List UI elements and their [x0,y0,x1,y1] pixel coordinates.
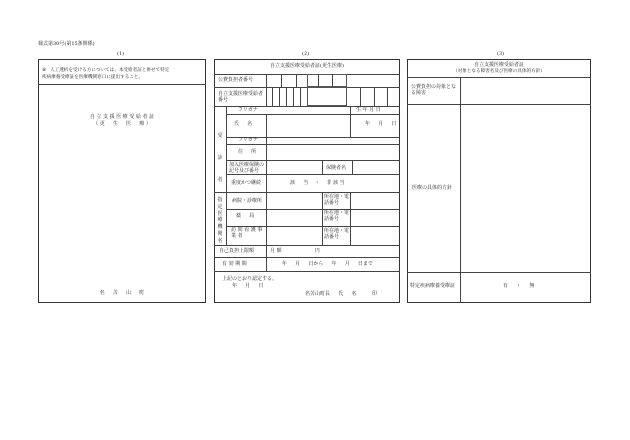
severe-value: 該 当 ・ 非 該 当 [290,180,345,186]
cert-date: 年 月 日 [232,283,264,289]
col3-header-divider [407,77,591,78]
policy-line [407,272,591,273]
digit-sep [286,87,287,106]
inst-label-sep [266,192,267,245]
digit-sep [300,87,301,106]
col1-notice-mark: ※ [42,67,47,73]
col1-panel [38,59,206,303]
digit-thick-cell [307,74,347,87]
digit-sep [281,74,282,87]
specific-label: 特定疾病療養受療証 [410,283,456,289]
address-line [226,160,400,161]
pharmacy-label: 薬 局 [236,213,255,219]
section-recipient-label: 受診者 [217,133,223,183]
certify-text: 上記のとおり認定する。 [222,276,278,282]
inst-addr-sep [322,192,323,245]
severe-label: 重度かつ継続 [231,180,262,186]
period-label: 有 効 期 間 [222,261,247,267]
insurer-label: 保険者名 [326,165,347,171]
insurer-sep [322,160,323,174]
section-sep [226,106,227,192]
hospital-line [226,209,400,210]
pharmacy-addr-phone: 所在地・電話番号 [324,210,350,222]
inst-addr-sep [350,192,351,245]
address-label: 住 所 [238,149,257,155]
name-label: 氏 名 [234,121,253,127]
digit-sep [332,74,333,87]
insurance-number-label: 加入医療保険の記号及び番号 [229,162,265,174]
digit-sep [293,87,294,106]
payer-label-sep [266,74,267,106]
digit-thick-cell [307,87,347,106]
address-label-sep [266,137,267,192]
severe-line [214,192,400,193]
section-sep [226,192,227,245]
insurer-sep [352,160,353,174]
disability-label: 公費負担の対象となる障害 [411,84,457,96]
nursing-line [214,245,400,246]
mayor-name: 名苫山町長 氏 名 [305,291,357,297]
furigana2-line [226,144,400,145]
form-label: 様式第30号(第15条関係) [38,41,95,47]
col3-header-line2: （対象となる障害名及び医療の具体的方針） [453,69,545,74]
policy-label: 医療の具体的方針 [412,185,453,191]
digit-sep [272,87,273,106]
col2-header: 自立支援医療受給者証(更生医療) [270,63,344,69]
seal-mark: 印 [372,291,378,297]
col1-title: 自 立 支 援 医 療 受 給 者 証 [89,114,155,120]
disability-line [407,104,591,105]
hospital-addr-phone: 所在地・電話番号 [324,194,350,206]
limit-line [214,257,400,258]
col3-label-sep [460,77,461,303]
col1-town: 名 苫 山 町 [99,290,145,296]
payer-number-label: 公費負担者番号 [218,77,254,83]
digit-sep [360,87,361,106]
birth-ymd: 年 月 日 [365,121,397,127]
digit-sep [387,87,388,106]
period-value: 年 月 日から 年 月 日まで [282,261,373,267]
section-institution-label: 指定医療機関名 [217,197,223,244]
col2-number: (2) [302,51,310,57]
col1-notice-line1: 人工透析を受ける方については、本受給者証と併せて特定 [50,68,170,73]
furigana-line [226,114,400,115]
digit-sep [296,74,297,87]
recipient-number-label: 自立支援医療受給者番号 [218,91,264,103]
col3-number: (3) [497,51,505,57]
furigana-label: フリガナ [238,107,258,113]
furigana2-label: フリガナ [238,137,258,143]
limit-label: 自己負担上限額 [219,248,255,254]
birth-label: 生 年 月 日 [356,107,381,113]
col3-header-line1: 自立支援医療受給者証 [473,62,524,68]
name-label-sep [266,114,267,137]
digit-sep [374,87,375,106]
insurance-line [226,174,400,175]
col1-subtitle: （ 更 生 医 療 ） [93,121,151,127]
hospital-label: 病院・診療所 [232,198,263,204]
col1-number: (1) [117,51,125,57]
col1-notice-divider [38,84,206,85]
digit-sep [318,74,319,87]
nursing-label: 訪 問 看 護 事 業 者 [231,227,263,239]
nursing-addr-phone: 所在地・電話番号 [324,228,350,240]
col1-notice-line2: 疾病療養受療証を医療機関窓口に提出すること。 [42,75,144,80]
limit-sep [266,245,267,271]
birth-sep [350,106,351,137]
specific-value: 有 ・ 無 [503,283,535,289]
digit-sep [279,87,280,106]
limit-value: 月 額 円 [270,248,320,254]
period-line [214,271,400,272]
